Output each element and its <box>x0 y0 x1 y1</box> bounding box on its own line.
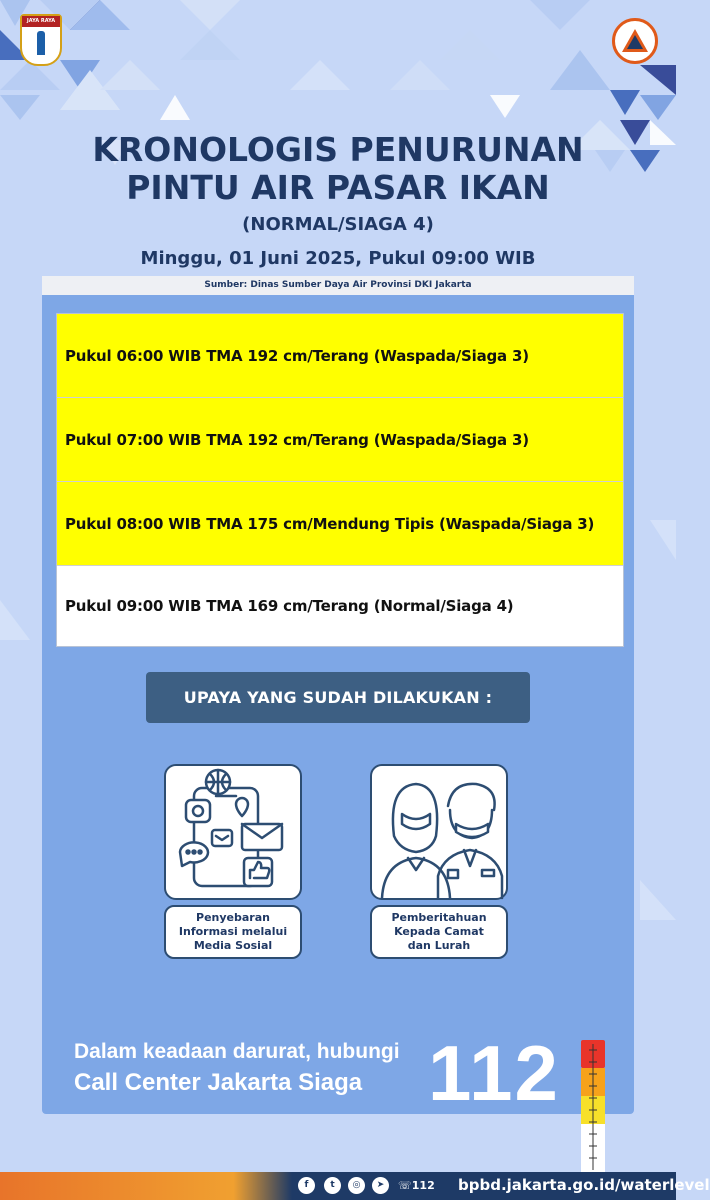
telegram-icon[interactable]: ➤ <box>372 1177 389 1194</box>
twitter-icon[interactable]: t <box>324 1177 341 1194</box>
officials-icon <box>372 766 506 898</box>
phone-icon: ☏ <box>398 1179 412 1192</box>
chronology-row: Pukul 09:00 WIB TMA 169 cm/Terang (Normal/Siaga 4) <box>57 566 623 646</box>
bpbd-triangle-icon <box>620 26 650 56</box>
emergency-number[interactable]: 112 <box>428 1029 560 1117</box>
chronology-row: Pukul 06:00 WIB TMA 192 cm/Terang (Waspada/Siaga 3) <box>57 314 623 398</box>
social-media-icon <box>166 766 300 898</box>
jakarta-emblem-logo <box>20 14 62 66</box>
page-title-line2: PINTU AIR PASAR IKAN <box>126 168 550 207</box>
officials-label <box>370 905 508 959</box>
source-note: Sumber: Dinas Sumber Daya Air Provinsi DKI Jakarta <box>42 276 634 295</box>
social-media-card <box>164 764 302 900</box>
footer-accent <box>0 1172 292 1200</box>
chronology-table <box>56 313 624 647</box>
footer-hotline[interactable] <box>398 1179 435 1192</box>
emergency-text-line2: Call Center Jakarta Siaga <box>74 1069 363 1096</box>
chronology-row: Pukul 08:00 WIB TMA 175 cm/Mendung Tipis (Waspada/Siaga 3) <box>57 482 623 566</box>
social-media-label <box>164 905 302 959</box>
officials-label-line1: Pemberitahuan <box>391 911 487 924</box>
status-subtitle: (NORMAL/SIAGA 4) <box>242 214 434 235</box>
officials-label-line2: Kepada Camat <box>394 925 484 938</box>
water-level-gauge-icon <box>578 1040 608 1172</box>
date-time: Minggu, 01 Juni 2025, Pukul 09:00 WIB <box>140 248 536 269</box>
page-title-line1: KRONOLOGIS PENURUNAN <box>92 130 584 169</box>
social-media-label-line1: Penyebaran <box>196 911 270 924</box>
officials-card <box>370 764 508 900</box>
emergency-text-line1: Dalam keadaan darurat, hubungi <box>74 1040 400 1063</box>
bpbd-logo <box>612 18 658 64</box>
social-media-label-line3: Media Sosial <box>193 939 273 952</box>
footer-website-link[interactable]: bpbd.jakarta.go.id/waterlevel <box>458 1176 710 1194</box>
chronology-row: Pukul 07:00 WIB TMA 192 cm/Terang (Waspada/Siaga 3) <box>57 398 623 482</box>
efforts-heading: UPAYA YANG SUDAH DILAKUKAN : <box>146 672 530 723</box>
officials-label-line3: dan Lurah <box>407 939 471 952</box>
emblem-banner: JAYA RAYA <box>22 16 60 27</box>
social-media-label-line2: Informasi melalui <box>178 925 288 938</box>
footer-hotline-number: 112 <box>411 1179 435 1192</box>
instagram-icon[interactable]: ◎ <box>348 1177 365 1194</box>
facebook-icon[interactable]: f <box>298 1177 315 1194</box>
monas-tower-icon <box>37 31 45 55</box>
